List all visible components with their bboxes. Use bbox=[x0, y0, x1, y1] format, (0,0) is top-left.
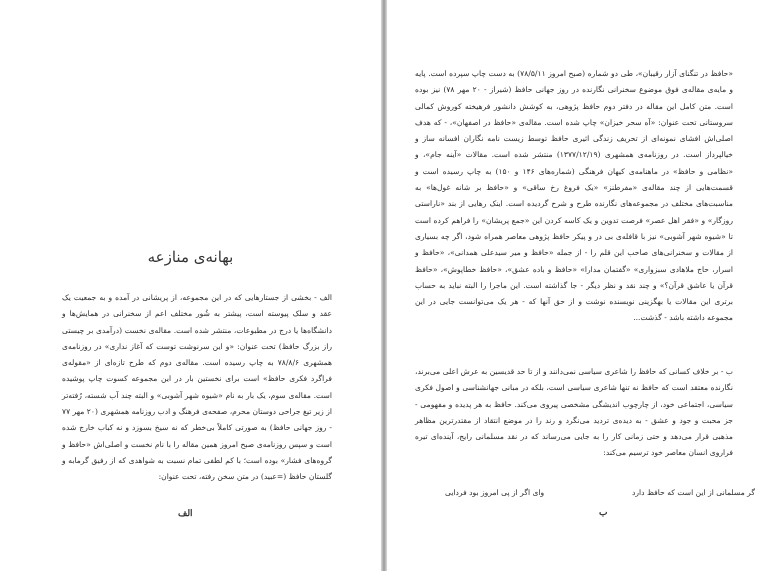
verse-line-first: گر مسلمانی از این است که حافظ دارد bbox=[632, 488, 755, 497]
right-page-letter: ب bbox=[599, 508, 608, 518]
chapter-title: بهانه‌ی منازعه bbox=[147, 248, 234, 266]
left-page-letter: الف bbox=[178, 509, 193, 519]
left-paragraph: الف - بخشی از جستارهایی که در این مجموعه، از پریشانی در آمده و به جمعیت یک عقد و سلک پیوسته است، پیشتر به شُور مختلف اعم از سخنرانی در همایش‌ها و دانشگاه‌ها یا درج در مطبوعات، منتشر شده است. مقاله‌ی نخست (درآمدی بر چیستی راز بزرگ حافظ) تحت عنوان: «و این سرنوشت توست که آغاز نداری» در روزنامه‌ی همشهری ۷۸/۸/۶ به چاپ رسیده است. مقاله‌ی دوم که طرح تازه‌ای از «مقوله‌ی فراگرد فکری حافظ» است برای نخستین بار در این مجموعه کسوت چاپ پوشیده است. مقاله‌ی سوم، یک بار به نام «شیوه شهر آشوبی» و البته چند آب شسته، رُفته‌تر از زیر تیغ جراحی دوستان محرم، صفحه‌ی فرهنگ و ادب روزنامه همشهری (۲۰ مهر ۷۷ - روز جهانی حافظ) به صورتی کاملاً بی‌خطر که نه سیخ بسوزد و نه کباب خارج شده است و سپس روزنامه‌ی صبح امروز همین مقاله را با نام نخست و اصلی‌اش «حافظ و گروه‌های فشار» بوده است؛ با کم لطفی تمام نسبت به شواهدی که از رفیق گرمابه و گلستان حافظ (=عبید) در متن سخن رفته، تحت عنوان: bbox=[62, 293, 333, 482]
right-paragraph-1: «حافظ در تنگنای آزار رقیبان»، طی دو شماره (صبح امروز ۷۸/۵/۱۱) به دست چاپ سپرده است. پایه و مایه‌ی مقاله‌ی فوق موضوع سخنرانی نگارنده در روز جهانی حافظ (شیراز - ۲۰ مهر ۷۸) نیز بوده است. متن کامل این مقاله در دفتر دوم حافظ پژوهی، به کوشش دانشور فرهیخته کوروش کمالی سروستانی تحت عنوان: «آه سحر خیزان» چاپ شده است. مقاله‌ی «حافظ در اصفهان»، - که هدف اصلی‌اش افشای نمونه‌ای از تحریف زندگی اثیری حافظ توسط زیست نامه نگاران افسانه ساز و خیالپرداز است. در روزنامه‌ی همشهری (۱۳۷۷/۱۲/۱۹) منتشر شده است. مقالات «آینه جام»، و «نظامی و حافظ» در ماهنامه‌ی کیهان فرهنگی (شماره‌های ۱۴۶ و ۱۵۰) به چاپ رسیده است و قسمت‌هایی از چند مقاله‌ی «مفرطنز» «یک فروغ رخ ساقی» و «حافظ بر شانه غول‌ها» به مناسبت‌های مختلف در مجموعه‌های نگارنده طرح و شرح گردیده است. اینک رهایی از بند «ناراستی روزگار» و «فقر اهل عصر» فرصت تدوین و یک کاسه کردن این «جمع پریشان» را فراهم کرده است تا «شیوه شهر آشوبی» نیز با قافله‌ی بی در و پیکر حافظ پژوهی معاصر همراه شود، اگر چه بسیاری از مقالات و سخنرانی‌های صاحب این قلم را - از جمله «حافظ و میر سیدعلی همدانی»، «حافظ و اسرار، حاج ملاهادی سبزواری» «گفتمان مدارا» «حافظ و باده عشق»، «حافظ خطاپوش»، «حافظ قرآن یا عاشق قرآن؟» و چند نقد و نظر دیگر - جا گذاشته است. این ماجرا را البته نباید به حساب برتری این مقالات یا بهگزینی نویسنده نوشت و از حق آنها که - هر یک می‌توانست جایی در این مجموعه داشته باشد - گذشت... bbox=[415, 69, 733, 323]
right-page bbox=[387, 0, 768, 571]
verse-line-second: وای اگر از پی امروز بود فردایی bbox=[445, 488, 545, 497]
right-paragraph-2: ب - بر خلاف کسانی که حافظ را شاعری سیاسی نمی‌دانند و از تا حد قدیسین به عرش اعلی می‌برند، نگارنده معتقد است که حافظ نه تنها شاعری سیاسی است، بلکه در مبانی جهانشناسی و اصول فکری سیاسی، اجتماعی خود، از چارچوب اندیشگی مشخصی پیروی می‌کند. حافظ به هر پدیده و مفهومی - جز محبت و جود و عشق - به دیده‌ی تردید می‌نگرد و رند را در موضع انتقاد از مقتدرترین مظاهر مذهبی قرار می‌دهد و حتی زمانی کار را به جایی می‌رساند که در نقد مسلمانی رایج، آینده‌ای تیره فراروی انسان معاصر خود ترسیم می‌کند: bbox=[415, 367, 733, 458]
left-page bbox=[0, 0, 381, 571]
